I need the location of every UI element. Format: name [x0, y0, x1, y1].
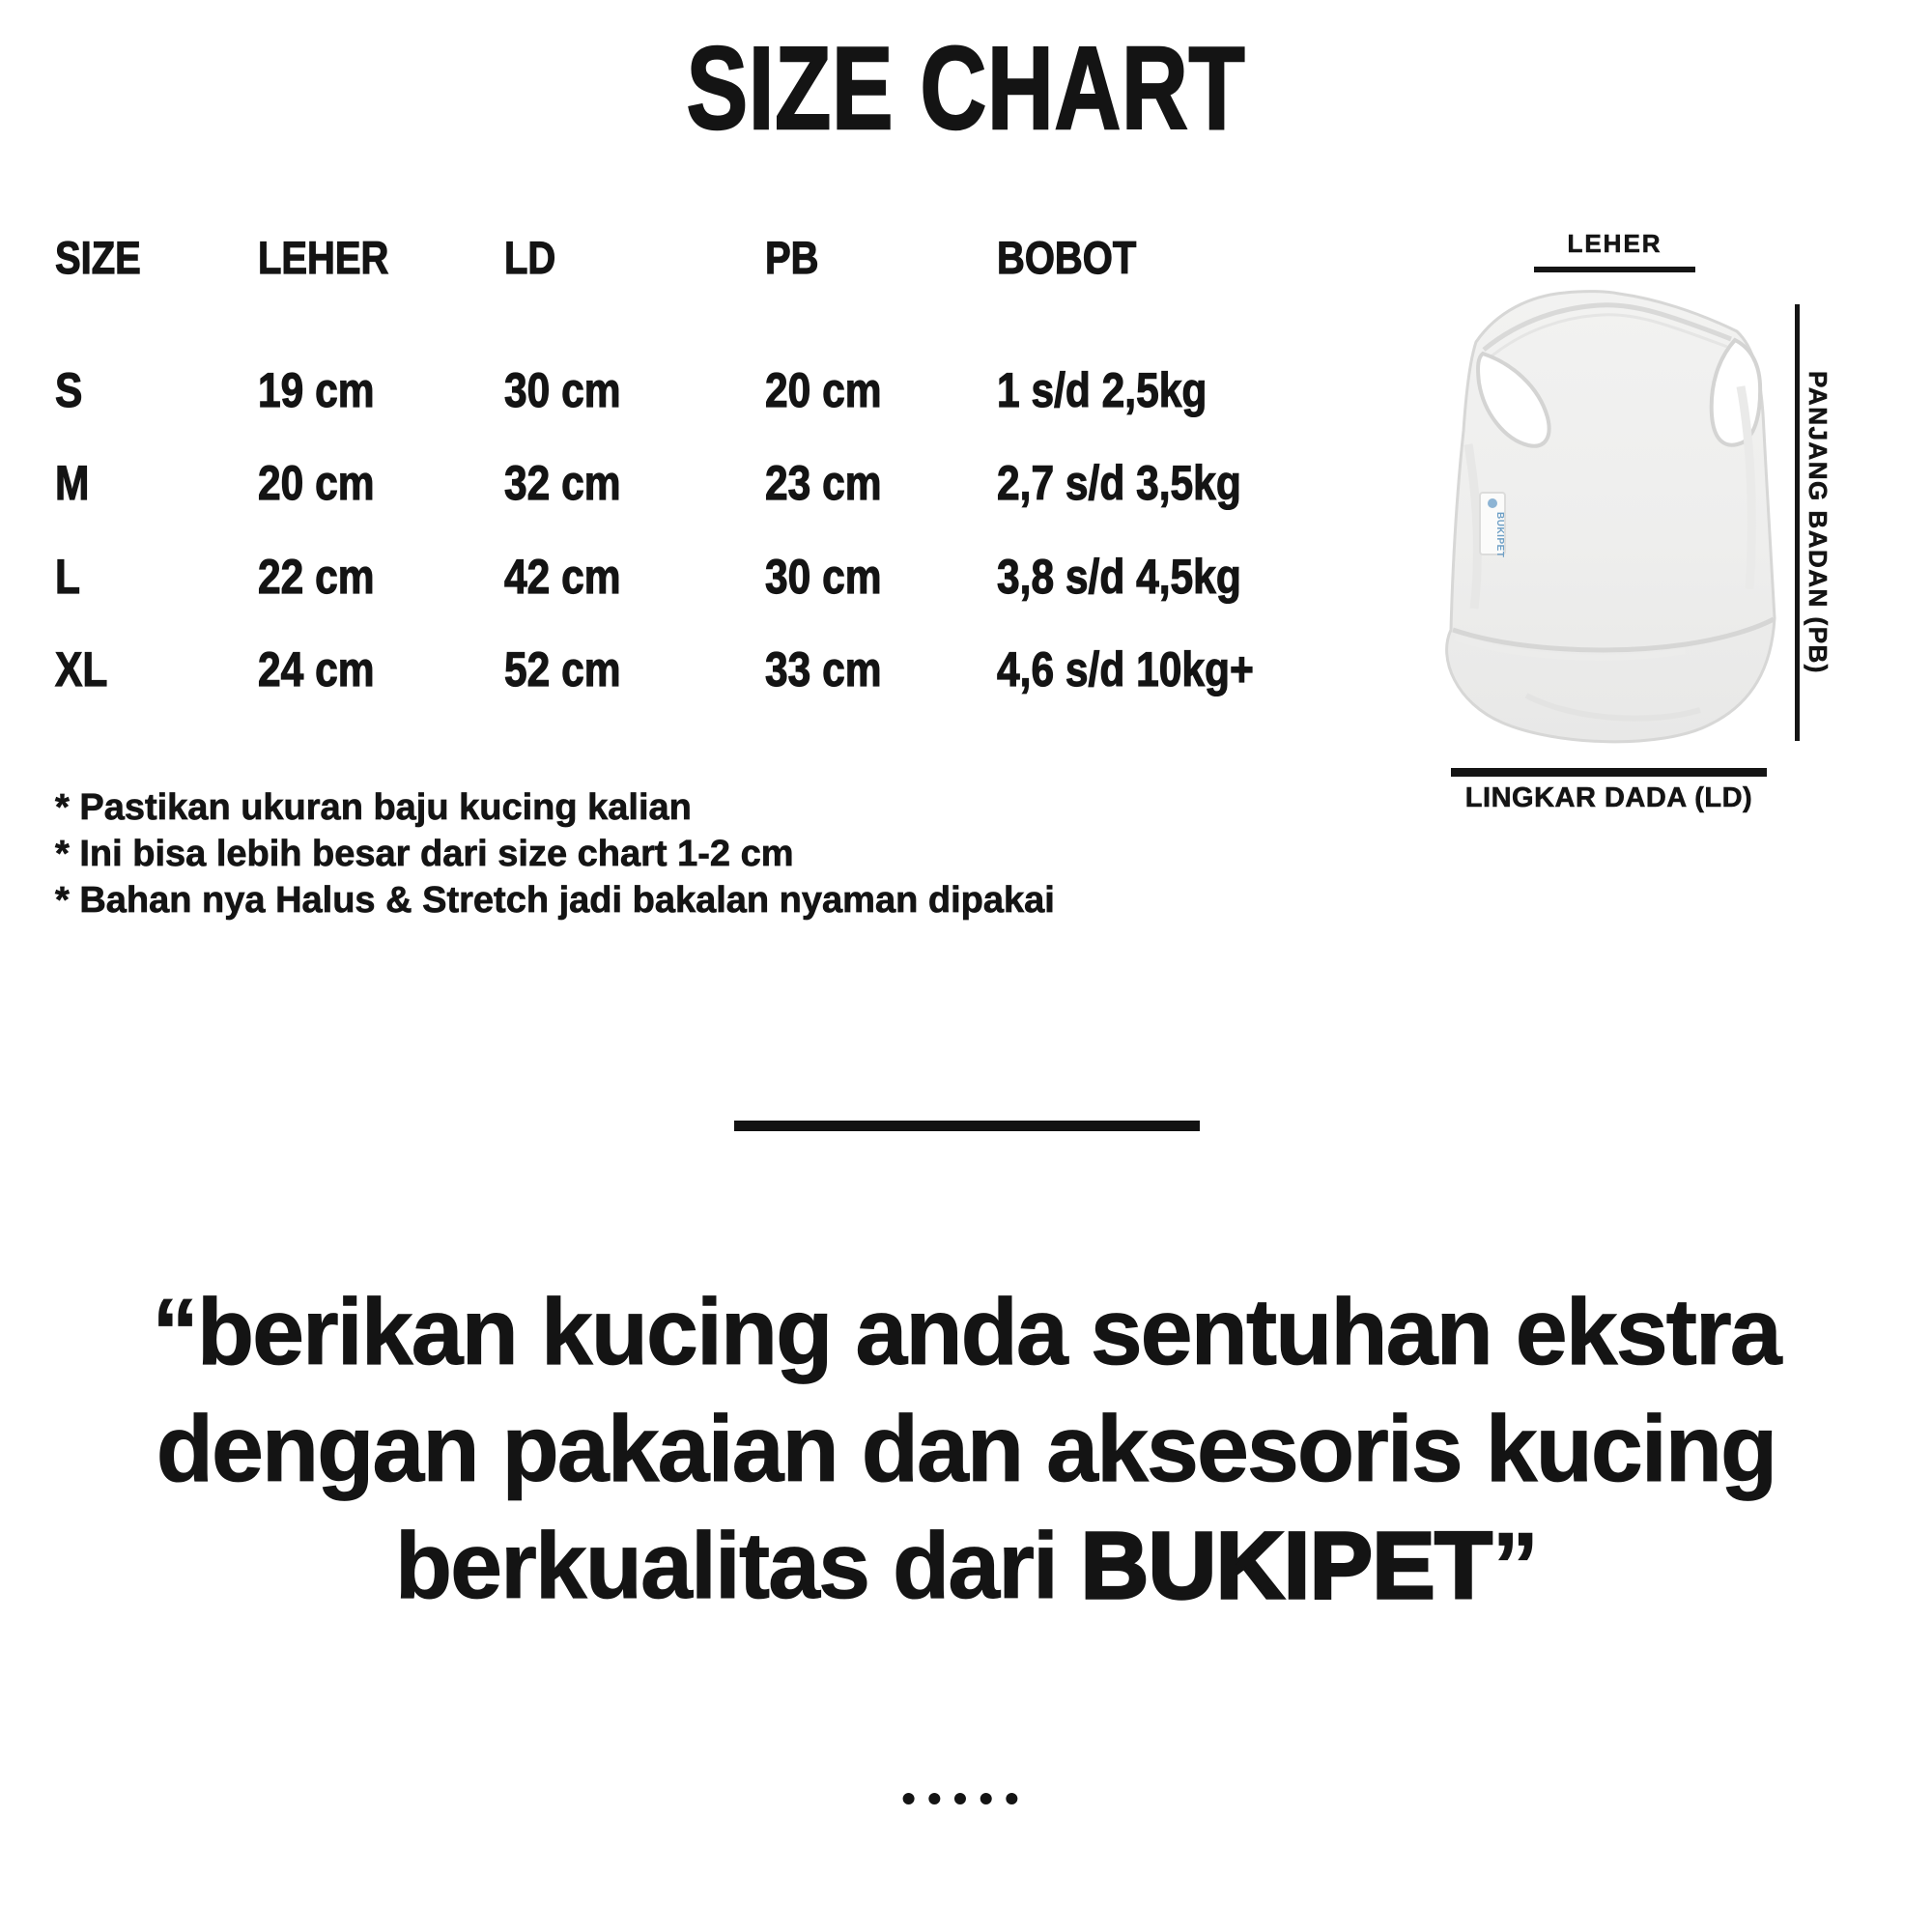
- quote-line-3: berkualitas dari BUKIPET”: [394, 1513, 1538, 1618]
- table-cell-pb: 30 cm: [765, 550, 882, 604]
- table-cell-leher: 20 cm: [258, 456, 375, 510]
- pet-shirt-svg: [1410, 270, 1816, 773]
- note-line: * Bahan nya Halus & Stretch jadi bakalan nyaman dipakai: [55, 880, 1055, 921]
- table-cell-ld: 30 cm: [504, 363, 621, 417]
- table-cell-size: L: [55, 550, 80, 604]
- table-cell-bobot: 4,6 s/d 10kg+: [997, 642, 1254, 696]
- page-title-text: SIZE CHART: [686, 22, 1246, 154]
- table-header-cell-ld: LD: [504, 232, 556, 283]
- pet-shirt-image: [1410, 270, 1816, 773]
- table-cell-ld: 42 cm: [504, 550, 621, 604]
- table-header-cell-size: SIZE: [55, 232, 141, 283]
- note-line: * Ini bisa lebih besar dari size chart 1-2 cm: [55, 834, 794, 874]
- table-header-row: [55, 233, 1412, 283]
- diagram-top-label: LEHER: [1567, 229, 1662, 258]
- table-header-cell-bobot: BOBOT: [997, 232, 1137, 283]
- diagram-bottom-label: LINGKAR DADA (LD): [1464, 782, 1753, 813]
- shirt-tag-text: BUKIPET: [1494, 512, 1505, 558]
- table-cell-size: M: [55, 456, 90, 510]
- table-cell-pb: 23 cm: [765, 456, 882, 510]
- table-row-s: [55, 364, 1412, 417]
- quote-block: [0, 1273, 1932, 1624]
- table-cell-bobot: 2,7 s/d 3,5kg: [997, 456, 1241, 510]
- table-cell-leher: 24 cm: [258, 642, 375, 696]
- notes-block: [55, 784, 1055, 923]
- page-title: [0, 22, 1932, 154]
- table-cell-bobot: 1 s/d 2,5kg: [997, 363, 1208, 417]
- pb-measure-line: [1795, 304, 1800, 741]
- ld-measure-line: [1451, 768, 1767, 777]
- brand-name: BUKIPET: [1080, 1513, 1492, 1618]
- note-line: * Pastikan ukuran baju kucing kalian: [55, 787, 692, 828]
- table-cell-leher: 19 cm: [258, 363, 375, 417]
- table-cell-bobot: 3,8 s/d 4,5kg: [997, 550, 1241, 604]
- section-divider: [734, 1121, 1200, 1131]
- quote-line-2: dengan pakaian dan aksesoris kucing: [156, 1396, 1776, 1501]
- table-cell-size: XL: [55, 642, 108, 696]
- table-header-cell-pb: PB: [765, 232, 819, 283]
- quote-line-1: “berikan kucing anda sentuhan ekstra: [152, 1279, 1780, 1384]
- table-cell-leher: 22 cm: [258, 550, 375, 604]
- diagram-right-label: PANJANG BADAN (PB): [1804, 371, 1833, 674]
- table-cell-ld: 32 cm: [504, 456, 621, 510]
- table-cell-pb: 20 cm: [765, 363, 882, 417]
- table-cell-size: S: [55, 363, 83, 417]
- footer-dots: •••••: [901, 1776, 1031, 1821]
- table-row-xl: [55, 643, 1412, 696]
- table-header-cell-leher: LEHER: [258, 232, 389, 283]
- table-row-m: [55, 457, 1412, 510]
- table-cell-pb: 33 cm: [765, 642, 882, 696]
- table-cell-ld: 52 cm: [504, 642, 621, 696]
- shirt-brand-tag: [1480, 493, 1505, 557]
- table-row-l: [55, 551, 1412, 604]
